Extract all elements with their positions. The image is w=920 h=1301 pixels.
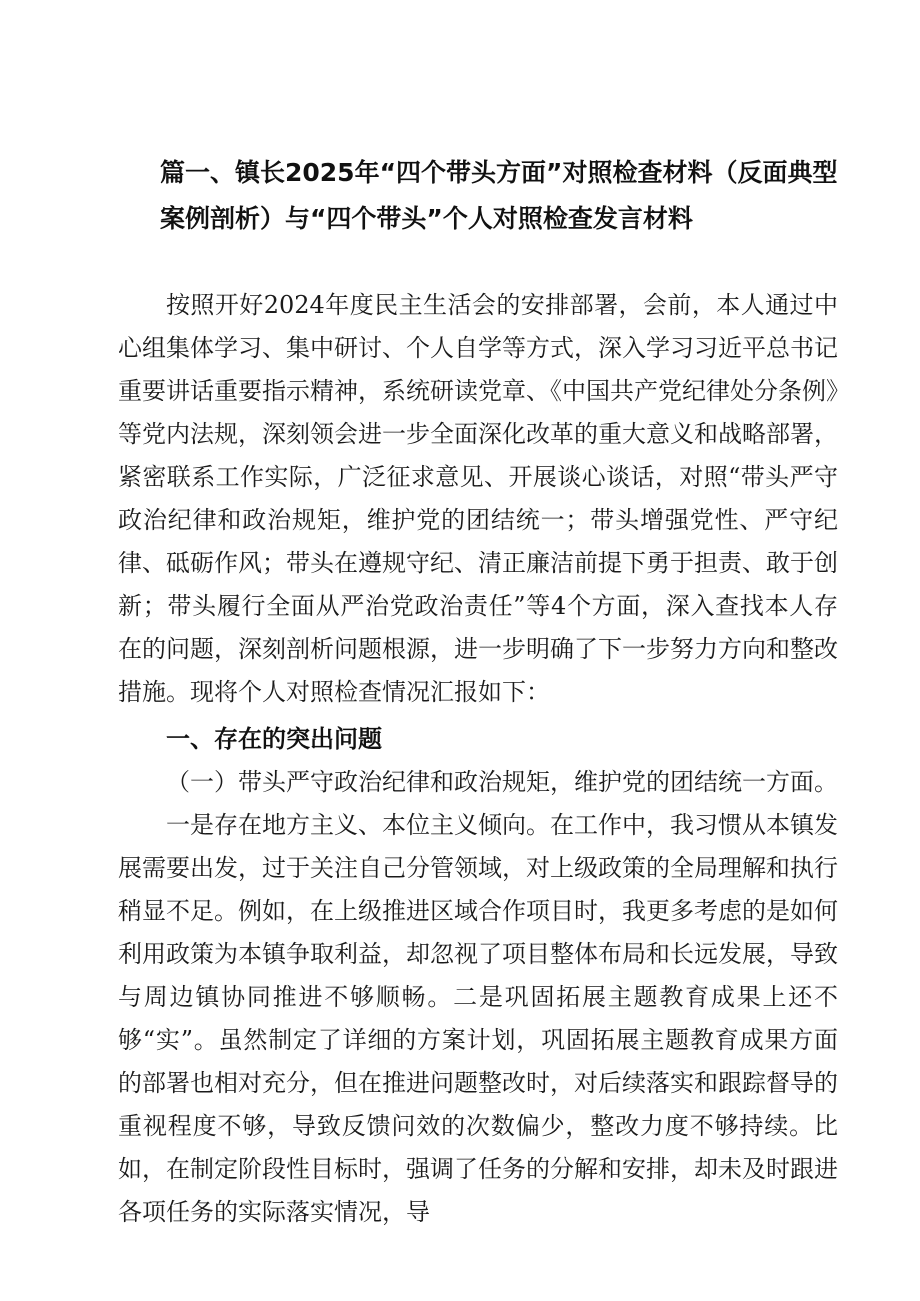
body-paragraph: 一是存在地方主义、本位主义倾向。在工作中，我习惯从本镇发展需要出发，过于关注自己分管领域，对上级政策的全局理解和执行稍显不足。例如，在上级推进区域合作项目时，我更多考虑的是如何利用政策为本镇争取利益，却忽视了项目整体布局和长远发展，导致与周边镇协同推进不够顺畅。二是巩固拓展主题教育成果上还不够“实”。虽然制定了详细的方案计划，巩固拓展主题教育成果方面的部署也相对充分，但在推进问题整改时，对后续落实和跟踪督导的重视程度不够，导致反馈问效的次数偏少，整改力度不够持续。比如，在制定阶段性目标时，强调了任务的分解和安排，却未及时跟进各项任务的实际落实情况，导 <box>118 811 838 1226</box>
section-heading: 一、存在的突出问题 <box>166 725 382 753</box>
intro-paragraph: 按照开好2024年度民主生活会的安排部署，会前，本人通过中心组集体学习、集中研讨、个人自学等方式，深入学习习近平总书记重要讲话重要指示精神，系统研读党章、《中国共产党纪律处分条例》等党内法规，深刻领会进一步全面深化改革的重大意义和战略部署，紧密联系工作实际，广泛征求意见、开展谈心谈话，对照“带头严守政治纪律和政治规矩，维护党的团结统一；带头增强党性、严守纪律、砥砺作风；带头在遵规守纪、清正廉洁前提下勇于担责、敢于创新；带头履行全面从严治党政治责任”等4个方面，深入查找本人存在的问题，深刻剖析问题根源，进一步明确了下一步努力方向和整改措施。现将个人对照检查情况汇报如下： <box>118 291 838 706</box>
document-title: 篇一、镇长2025年“四个带头方面”对照检查材料（反面典型案例剖析）与“四个带头”个人对照检查发言材料 <box>160 158 838 233</box>
sub-heading: （一）带头严守政治纪律和政治规矩，维护党的团结统一方面。 <box>166 768 838 796</box>
